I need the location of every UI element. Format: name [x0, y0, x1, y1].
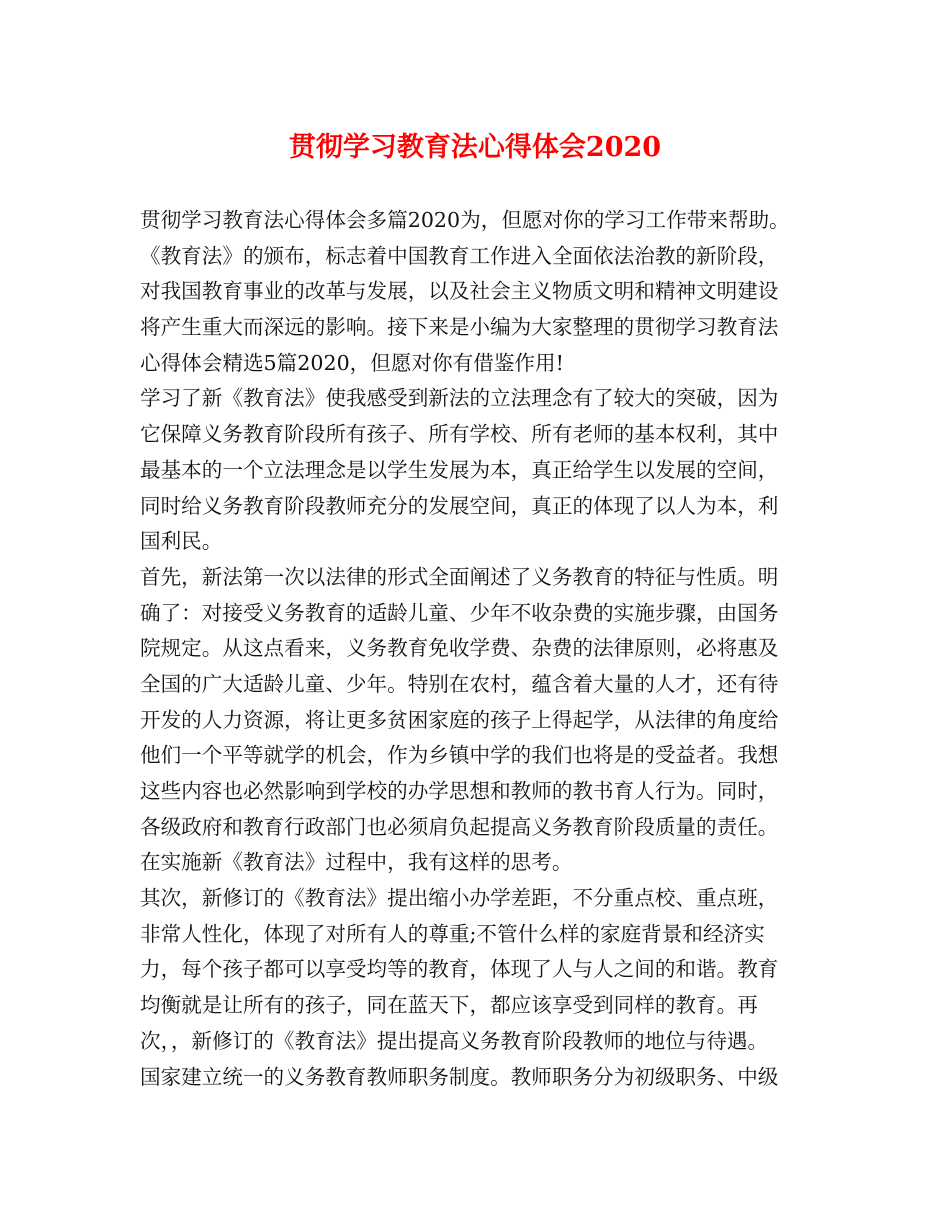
body-line: 学习了新《教育法》使我感受到新法的立法理念有了较大的突破，因为 — [140, 386, 779, 411]
body-line: 最基本的一个立法理念是以学生发展为本，真正给学生以发展的空间， — [140, 457, 779, 482]
body-line: 院规定。从这点看来，义务教育免收学费、杂费的法律原则，必将惠及 — [140, 636, 779, 661]
document-body — [140, 203, 812, 1095]
body-line: 对我国教育事业的改革与发展，以及社会主义物质文明和精神文明建设 — [140, 279, 779, 304]
body-line: 均衡就是让所有的孩子，同在蓝天下，都应该享受到同样的教育。再 — [140, 993, 758, 1018]
body-line: 他们一个平等就学的机会，作为乡镇中学的我们也将是的受益者。我想 — [140, 743, 779, 768]
body-line: 开发的人力资源，将让更多贫困家庭的孩子上得起学，从法律的角度给 — [140, 707, 779, 732]
body-line: 力，每个孩子都可以享受均等的教育，体现了人与人之间的和谐。教育 — [140, 957, 779, 982]
body-line: 同时给义务教育阶段教师充分的发展空间，真正的体现了以人为本，利 — [140, 493, 779, 518]
body-line: 在实施新《教育法》过程中，我有这样的思考。 — [140, 850, 573, 875]
body-line: 将产生重大而深远的影响。接下来是小编为大家整理的贯彻学习教育法 — [140, 315, 779, 340]
body-line: 它保障义务教育阶段所有孩子、所有学校、所有老师的基本权利，其中 — [140, 422, 779, 447]
body-line: 国利民。 — [140, 529, 223, 554]
body-line: 心得体会精选5篇2020，但愿对你有借鉴作用! — [140, 350, 564, 375]
body-line: 《教育法》的颁布，标志着中国教育工作进入全面依法治教的新阶段， — [140, 243, 779, 268]
body-line: 非常人性化，体现了对所有人的尊重;不管什么样的家庭背景和经济实 — [140, 921, 765, 946]
body-line: 国家建立统一的义务教育教师职务制度。教师职务分为初级职务、中级 — [140, 1064, 779, 1089]
body-line: 其次，新修订的《教育法》提出缩小办学差距，不分重点校、重点班， — [140, 886, 779, 911]
body-line: 这些内容也必然影响到学校的办学思想和教师的教书育人行为。同时， — [140, 779, 779, 803]
body-line: 贯彻学习教育法心得体会多篇2020为，但愿对你的学习工作带来帮助。 — [140, 208, 790, 232]
document-title: 贯彻学习教育法心得体会2020 — [288, 132, 662, 163]
body-line: 全国的广大适龄儿童、少年。特别在农村，蕴含着大量的人才，还有待 — [140, 671, 779, 696]
body-line: 确了：对接受义务教育的适龄儿童、少年不收杂费的实施步骤，由国务 — [140, 600, 779, 625]
body-line: 各级政府和教育行政部门也必须肩负起提高义务教育阶段质量的责任。 — [140, 814, 779, 839]
body-line: 次，，新修订的《教育法》提出提高义务教育阶段教师的地位与待遇。 — [140, 1028, 769, 1053]
body-line: 首先，新法第一次以法律的形式全面阐述了义务教育的特征与性质。明 — [140, 564, 779, 589]
